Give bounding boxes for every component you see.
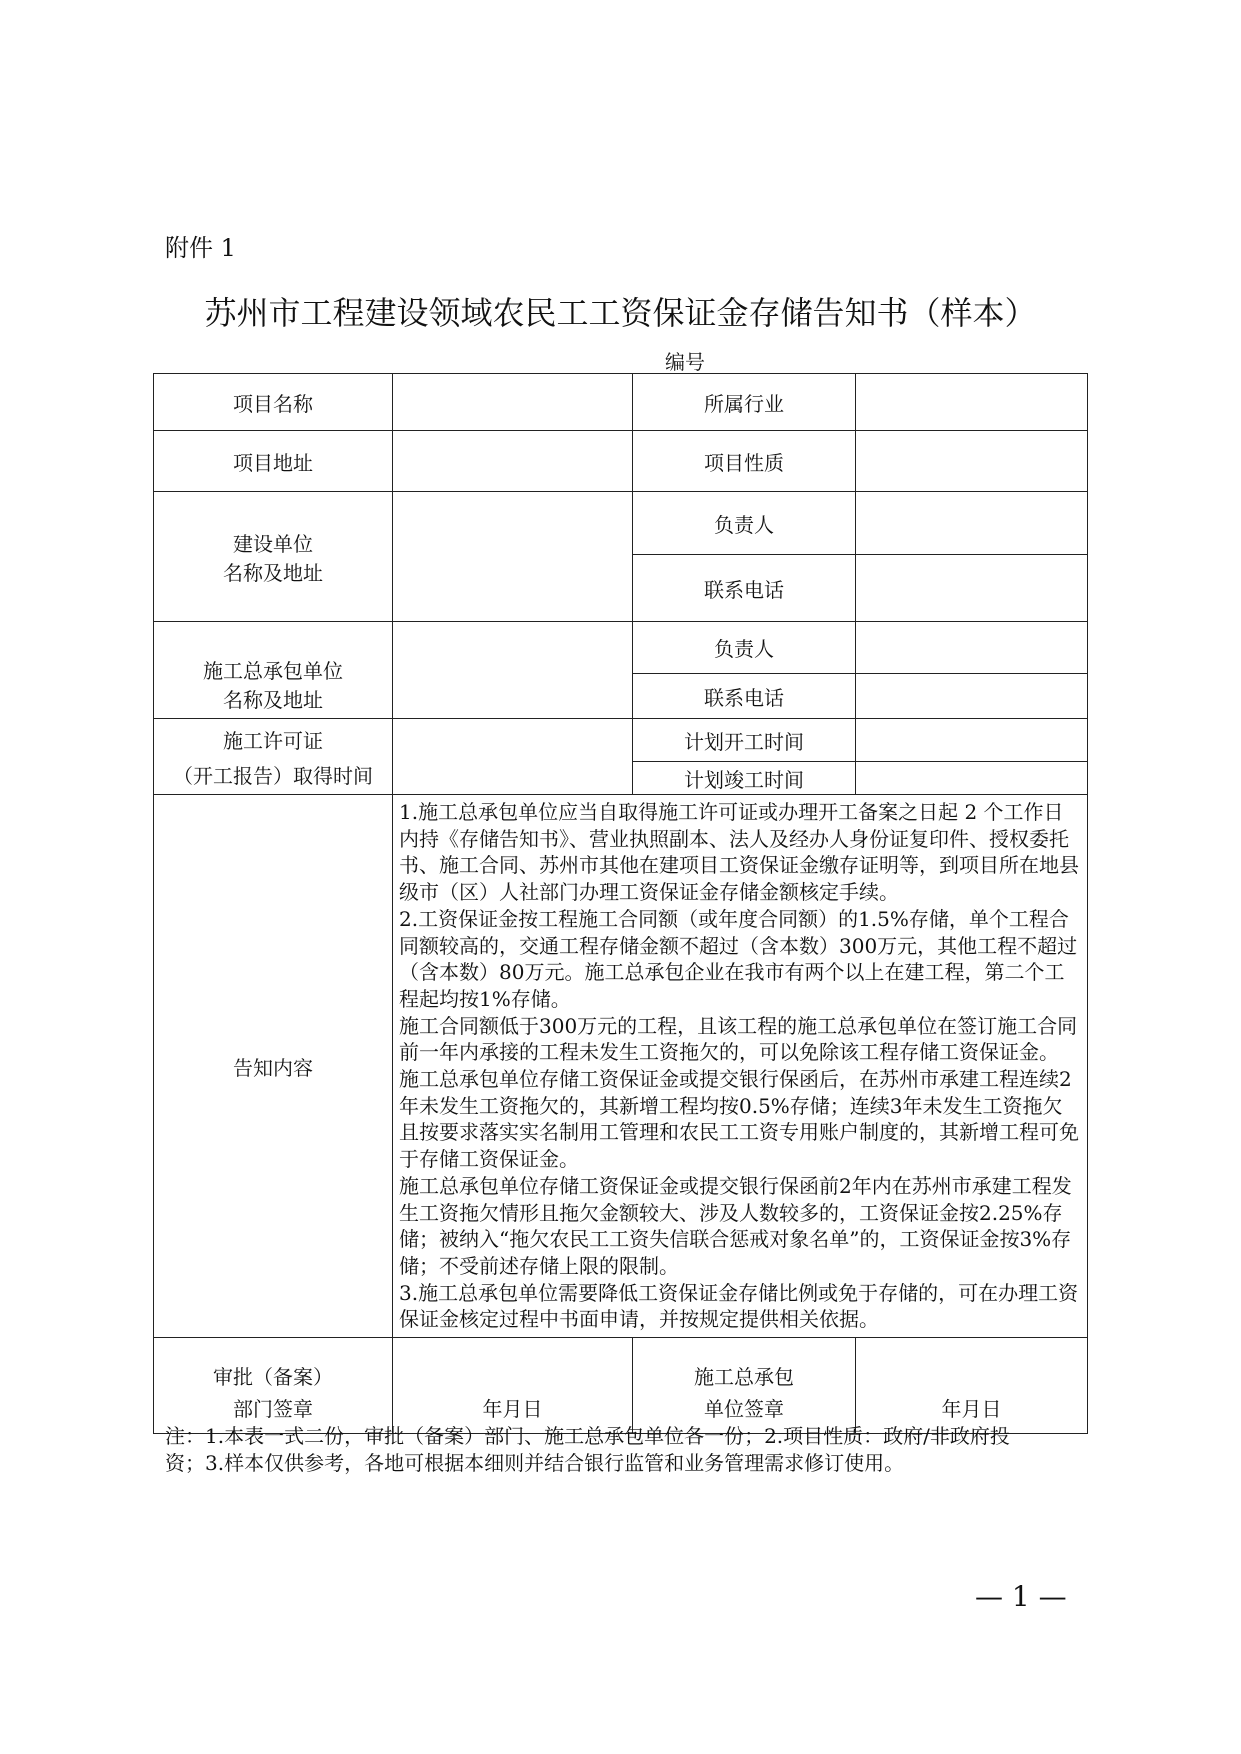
notice-paragraph: 3.施工总承包单位需要降低工资保证金存储比例或免于存储的，可在办理工资保证金核定过程中书面申请，并按规定提供相关依据。 [399, 1280, 1079, 1332]
row-notice [154, 795, 1088, 1338]
builder-label [154, 492, 393, 622]
project-nature-label: 项目性质 [633, 431, 856, 492]
project-address-field[interactable] [393, 431, 633, 492]
industry-field[interactable] [856, 374, 1088, 431]
row-signatures [154, 1338, 1088, 1434]
row-project-name [154, 374, 1088, 431]
permit-label-line1: 施工许可证 [223, 728, 323, 753]
page-number: — 1 — [975, 1580, 1067, 1613]
planned-start-field[interactable] [856, 719, 1088, 762]
project-name-field[interactable] [393, 374, 633, 431]
permit-label [154, 719, 393, 795]
contractor-phone-field[interactable] [856, 674, 1088, 719]
contractor-label-line1: 施工总承包单位 [203, 659, 343, 683]
footnote-line1: 注：1.本表一式二份，审批（备案）部门、施工总承包单位各一份；2.项目性质：政府/非政府投 [165, 1424, 1010, 1448]
contractor-seal-label [633, 1338, 856, 1434]
notice-paragraph: 施工总承包单位存储工资保证金或提交银行保函后，在苏州市承建工程连续2年未发生工资拖欠的，其新增工程均按0.5%存储；连续3年未发生工资拖欠且按要求落实实名制用工管理和农民工工资专用账户制度的，其新增工程可免于存储工资保证金。 [399, 1067, 1079, 1172]
permit-field[interactable] [393, 719, 633, 795]
row-project-address [154, 431, 1088, 492]
builder-label-line2: 名称及地址 [223, 560, 323, 585]
approval-date: 年月日 [482, 1397, 543, 1422]
builder-responsible-label: 负责人 [633, 492, 856, 555]
builder-field[interactable] [393, 492, 633, 622]
notice-paragraph: 1.施工总承包单位应当自取得施工许可证或办理开工备案之日起 2 个工作日内持《存储告知书》、营业执照副本、法人及经办人身份证复印件、授权委托书、施工合同、苏州市其他在建项目工资保证金缴存证明等，到项目所在地县级市（区）人社部门办理工资保证金存储金额核定手续。 [399, 800, 1079, 905]
builder-phone-field[interactable] [856, 555, 1088, 622]
document-title: 苏州市工程建设领域农民工工资保证金存储告知书（样本） [204, 294, 1037, 332]
contractor-label-line2: 名称及地址 [223, 688, 323, 712]
footnote-line2: 资；3.样本仅供参考，各地可根据本细则并结合银行监管和业务管理需求修订使用。 [165, 1451, 905, 1475]
row-planned-start [154, 719, 1088, 762]
project-address-label: 项目地址 [154, 431, 393, 492]
contractor-seal-field[interactable] [856, 1338, 1088, 1434]
row-contractor-responsible [154, 622, 1088, 674]
approval-seal-label [154, 1338, 393, 1434]
builder-label-line1: 建设单位 [233, 531, 313, 556]
builder-phone-label: 联系电话 [633, 555, 856, 622]
notice-paragraph: 施工总承包单位存储工资保证金或提交银行保函前2年内在苏州市承建工程发生工资拖欠情形且拖欠金额较大、涉及人数较多的，工资保证金按2.25%存储；被纳入“拖欠农民工工资失信联合惩戒对象名单”的，工资保证金按3%存储；不受前述存储上限的限制。 [399, 1173, 1072, 1278]
planned-finish-field[interactable] [856, 762, 1088, 795]
industry-label: 所属行业 [633, 374, 856, 431]
notice-paragraph: 施工合同额低于300万元的工程，且该工程的施工总承包单位在签订施工合同前一年内承接的工程未发生工资拖欠的，可以免除该工程存储工资保证金。 [399, 1013, 1078, 1065]
builder-responsible-field[interactable] [856, 492, 1088, 555]
notice-form-table [153, 373, 1088, 1434]
project-name-label: 项目名称 [154, 374, 393, 431]
contractor-field[interactable] [393, 622, 633, 719]
approval-line2: 部门签章 [233, 1397, 313, 1422]
notice-label: 告知内容 [154, 795, 393, 1338]
contractor-seal-line1: 施工总承包 [694, 1365, 794, 1390]
contractor-seal-line2: 单位签章 [704, 1397, 784, 1422]
notice-paragraph: 2.工资保证金按工程施工合同额（或年度合同额）的1.5%存储，单个工程合同额较高的，交通工程存储金额不超过（含本数）300万元，其他工程不超过（含本数）80万元。施工总承包企业在我市有两个以上在建工程，第二个工程起均按1%存储。 [399, 906, 1078, 1011]
contractor-label [154, 622, 393, 719]
approval-seal-field[interactable] [393, 1338, 633, 1434]
attachment-label: 附件 1 [165, 234, 236, 262]
serial-number-label: 编号 [665, 350, 705, 374]
contractor-responsible-label: 负责人 [633, 622, 856, 674]
approval-line1: 审批（备案） [213, 1365, 333, 1390]
planned-finish-label: 计划竣工时间 [633, 762, 856, 795]
row-builder-responsible [154, 492, 1088, 555]
notice-content [393, 795, 1088, 1338]
planned-start-label: 计划开工时间 [633, 719, 856, 762]
contractor-phone-label: 联系电话 [633, 674, 856, 719]
footnote [165, 1423, 1085, 1477]
contractor-responsible-field[interactable] [856, 622, 1088, 674]
project-nature-field[interactable] [856, 431, 1088, 492]
permit-label-line2: （开工报告）取得时间 [173, 763, 373, 788]
contractor-seal-date: 年月日 [941, 1397, 1002, 1422]
